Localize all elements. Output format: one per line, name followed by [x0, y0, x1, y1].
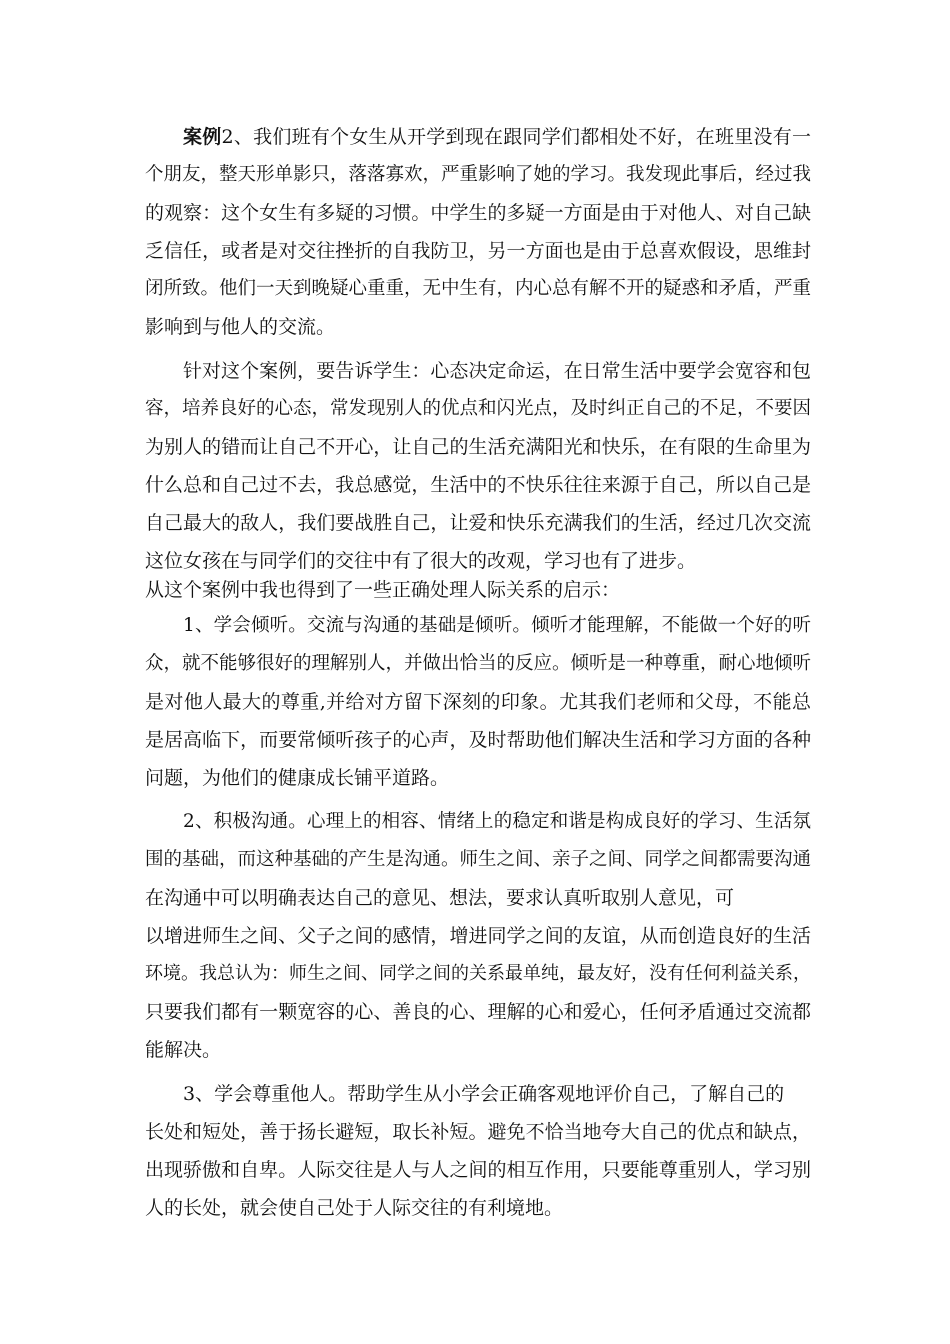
paragraph-line: 什么总和自己过不去，我总感觉，生活中的不快乐往往来源于自己，所以自己是 — [145, 474, 811, 496]
paragraph-line: 围的基础，而这种基础的产生是沟通。师生之间、亲子之间、同学之间都需要沟通 — [145, 849, 812, 870]
paragraph-line: 环境。我总认为：师生之间、同学之间的关系最单纯，最友好，没有任何利益关系， — [145, 963, 811, 984]
paragraph-line: 个朋友，整天形单影只，落落寡欢，严重影响了她的学习。我发现此事后，经过我 — [145, 164, 812, 185]
paragraph-line: 长处和短处，善于扬长避短，取长补短。避免不恰当地夸大自己的优点和缺点， — [145, 1121, 811, 1143]
paragraph-line: 众，就不能够很好的理解别人，并做出恰当的反应。倾听是一种尊重，耐心地倾听 — [145, 653, 812, 674]
paragraph-line: 3、学会尊重他人。帮助学生从小学会正确客观地评价自己，了解自己的 — [183, 1083, 785, 1105]
paragraph-line: 这位女孩在与同学们的交往中有了很大的改观，学习也有了进步。 — [145, 550, 697, 572]
paragraph-line: 2、积极沟通。心理上的相容、情绪上的稳定和谐是构成良好的学习、生活氛 — [183, 811, 811, 832]
paragraph-line: 影响到与他人的交流。 — [145, 316, 336, 338]
paragraph-line: 为别人的错而让自己不开心，让自己的生活充满阳光和快乐，在有限的生命里为 — [145, 436, 811, 458]
paragraph-line: 案例2、我们班有个女生从开学到现在跟同学们都相处不好，在班里没有一 — [183, 126, 811, 148]
paragraph-line: 从这个案例中我也得到了一些正确处理人际关系的启示： — [145, 579, 621, 601]
paragraph-line: 1、学会倾听。交流与沟通的基础是倾听。倾听才能理解，不能做一个好的听 — [183, 615, 811, 636]
paragraph-line: 闭所致。他们一天到晚疑心重重，无中生有，内心总有解不开的疑惑和矛盾，严重 — [145, 278, 812, 299]
paragraph-line: 自己最大的敌人，我们要战胜自己，让爱和快乐充满我们的生活，经过几次交流 — [145, 512, 811, 534]
paragraph-line: 是对他人最大的尊重,并给对方留下深刻的印象。尤其我们老师和父母，不能总 — [145, 691, 811, 713]
paragraph-line: 的观察：这个女生有多疑的习惯。中学生的多疑一方面是由于对他人、对自己缺 — [145, 202, 811, 224]
paragraph-line: 人的长处，就会使自己处于人际交往的有利境地。 — [145, 1197, 564, 1219]
paragraph-line: 容，培养良好的心态，常发现别人的优点和闪光点，及时纠正自己的不足，不要因 — [145, 398, 812, 419]
paragraph-line: 是居高临下，而要常倾听孩子的心声，及时帮助他们解决生活和学习方面的各种 — [145, 729, 811, 751]
case-heading: 案例 — [183, 126, 222, 148]
paragraph-line: 能解决。 — [145, 1039, 222, 1061]
paragraph-line: 出现骄傲和自卑。人际交往是人与人之间的相互作用，只要能尊重别人，学习别 — [145, 1159, 811, 1181]
paragraph-line: 只要我们都有一颗宽容的心、善良的心、理解的心和爱心，任何矛盾通过交流都 — [145, 1001, 811, 1023]
paragraph-line: 乏信任，或者是对交往挫折的自我防卫，另一方面也是由于总喜欢假设，思维封 — [145, 240, 811, 262]
paragraph-line: 以增进师生之间、父子之间的感情，增进同学之间的友谊，从而创造良好的生活 — [145, 925, 811, 947]
paragraph-line: 针对这个案例，要告诉学生：心态决定命运，在日常生活中要学会宽容和包 — [183, 360, 811, 382]
paragraph-line: 在沟通中可以明确表达自己的意见、想法，要求认真听取别人意见，可 — [145, 887, 735, 909]
paragraph-line: 问题，为他们的健康成长铺平道路。 — [145, 767, 450, 789]
